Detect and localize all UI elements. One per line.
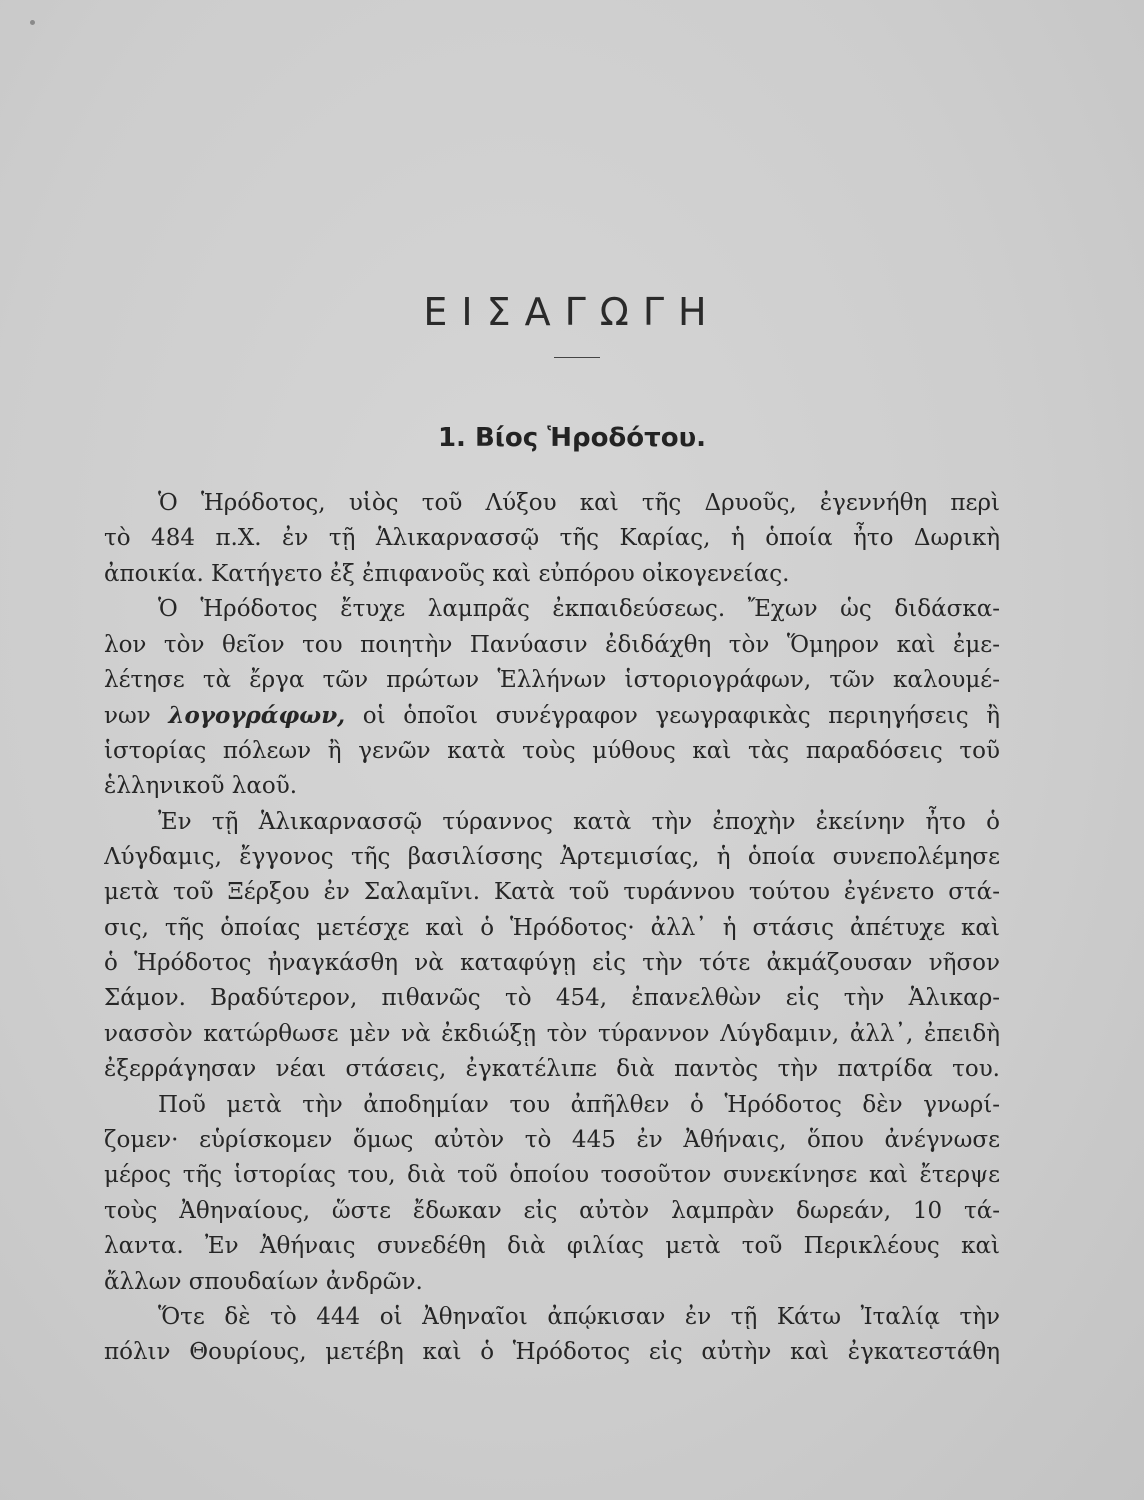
text-segment: νων (104, 703, 169, 730)
title-divider (554, 357, 600, 358)
text-line: ὁ Ἡρόδοτος ἠναγκάσθη νὰ καταφύγῃ εἰς τὴν τότε ἀκμάζουσαν νῆσον (104, 950, 1000, 977)
text-line: νασσὸν κατώρθωσε μὲν νὰ ἐκδιώξῃ τὸν τύραννον Λύγδαμιν, ἀλλ᾿, ἐπειδὴ (104, 1020, 1000, 1047)
text-line: μετὰ τοῦ Ξέρξου ἐν Σαλαμῖνι. Κατὰ τοῦ τυράννου τούτου ἐγένετο στά- (104, 879, 1000, 906)
text-line: λον τὸν θεῖον του ποιητὴν Πανύασιν ἐδιδάχθη τὸν Ὅμηρον καὶ ἐμε- (104, 631, 1000, 658)
text-line: ἄλλων σπουδαίων ἀνδρῶν. (104, 1268, 423, 1295)
text-line: Σάμον. Βραδύτερον, πιθανῶς τὸ 454, ἐπανελθὼν εἰς τὴν Ἁλικαρ- (104, 985, 1000, 1012)
text-line: μέρος τῆς ἱστορίας του, διὰ τοῦ ὁποίου τοσοῦτον συνεκίνησε καὶ ἔτερψε (104, 1162, 1000, 1189)
text-line: Ὁ Ἡρόδοτος, υἱὸς τοῦ Λύξου καὶ τῆς Δρυοῦς, ἐγεννήθη περὶ (158, 490, 1000, 516)
text-line: Ὅτε δὲ τὸ 444 οἱ Ἀθηναῖοι ἀπῴκισαν ἐν τῇ Κάτω Ἰταλίᾳ τὴν (158, 1303, 1000, 1330)
text-segment: οἱ ὁποῖοι συνέγραφον γεωγραφικὰς περιηγήσεις ἢ (345, 703, 1000, 730)
text-line: ἑλληνικοῦ λαοῦ. (104, 773, 298, 800)
text-line: Ἐν τῇ Ἁλικαρνασσῷ τύραννος κατὰ τὴν ἐποχὴν ἐκείνην ἦτο ὁ (158, 808, 1000, 835)
text-line (104, 698, 1000, 733)
text-line: Ὁ Ἡρόδοτος ἔτυχε λαμπρᾶς ἐκπαιδεύσεως. Ἔχων ὡς διδάσκα- (158, 596, 1000, 623)
text-line: ἀποικία. Κατήγετο ἐξ ἐπιφανοῦς καὶ εὐπόρου οἰκογενείας. (104, 560, 790, 587)
text-line: τοὺς Ἀθηναίους, ὥστε ἔδωκαν εἰς αὐτὸν λαμπρὰν δωρεάν, 10 τά- (104, 1197, 1000, 1224)
text-line: λέτησε τὰ ἔργα τῶν πρώτων Ἑλλήνων ἱστοριογράφων, τῶν καλουμέ- (104, 666, 1000, 693)
text-line: ἱστορίας πόλεων ἢ γενῶν κατὰ τοὺς μύθους καὶ τὰς παραδόσεις τοῦ (104, 737, 1000, 764)
text-line: ζομεν· εὑρίσκομεν ὅμως αὐτὸν τὸ 445 ἐν Ἀθήναις, ὅπου ἀνέγνωσε (104, 1127, 1000, 1154)
text-line: ἐξερράγησαν νέαι στάσεις, ἐγκατέλιπε διὰ παντὸς τὴν πατρίδα του. (104, 1056, 1000, 1083)
text-line: σις, τῆς ὁποίας μετέσχε καὶ ὁ Ἡρόδοτος· ἀλλ᾿ ἡ στάσις ἀπέτυχε καὶ (104, 914, 1000, 941)
text-line: τὸ 484 π.Χ. ἐν τῇ Ἁλικαρνασσῷ τῆς Καρίας, ἡ ὁποία ἦτο Δωρικὴ (104, 525, 1000, 552)
emphasized-term: λογογράφων, (168, 702, 346, 730)
text-line: Λύγδαμις, ἔγγονος τῆς βασιλίσσης Ἀρτεμισίας, ἡ ὁποία συνεπολέμησε (104, 843, 1000, 870)
text-line: πόλιν Θουρίους, μετέβη καὶ ὁ Ἡρόδοτος εἰς αὐτὴν καὶ ἐγκατεστάθη (104, 1339, 1000, 1366)
body-text (104, 486, 1000, 1371)
section-heading: 1. Βίος Ἡροδότου. (437, 423, 707, 453)
text-line: λαντα. Ἐν Ἀθήναις συνεδέθη διὰ φιλίας μετὰ τοῦ Περικλέους καὶ (104, 1233, 1000, 1260)
text-line: Ποῦ μετὰ τὴν ἀποδημίαν του ἀπῆλθεν ὁ Ἡρόδοτος δὲν γνωρί- (158, 1091, 1000, 1118)
page-title: ΕΙΣΑΓΩΓΗ (423, 290, 721, 334)
paper-speck (30, 20, 35, 25)
